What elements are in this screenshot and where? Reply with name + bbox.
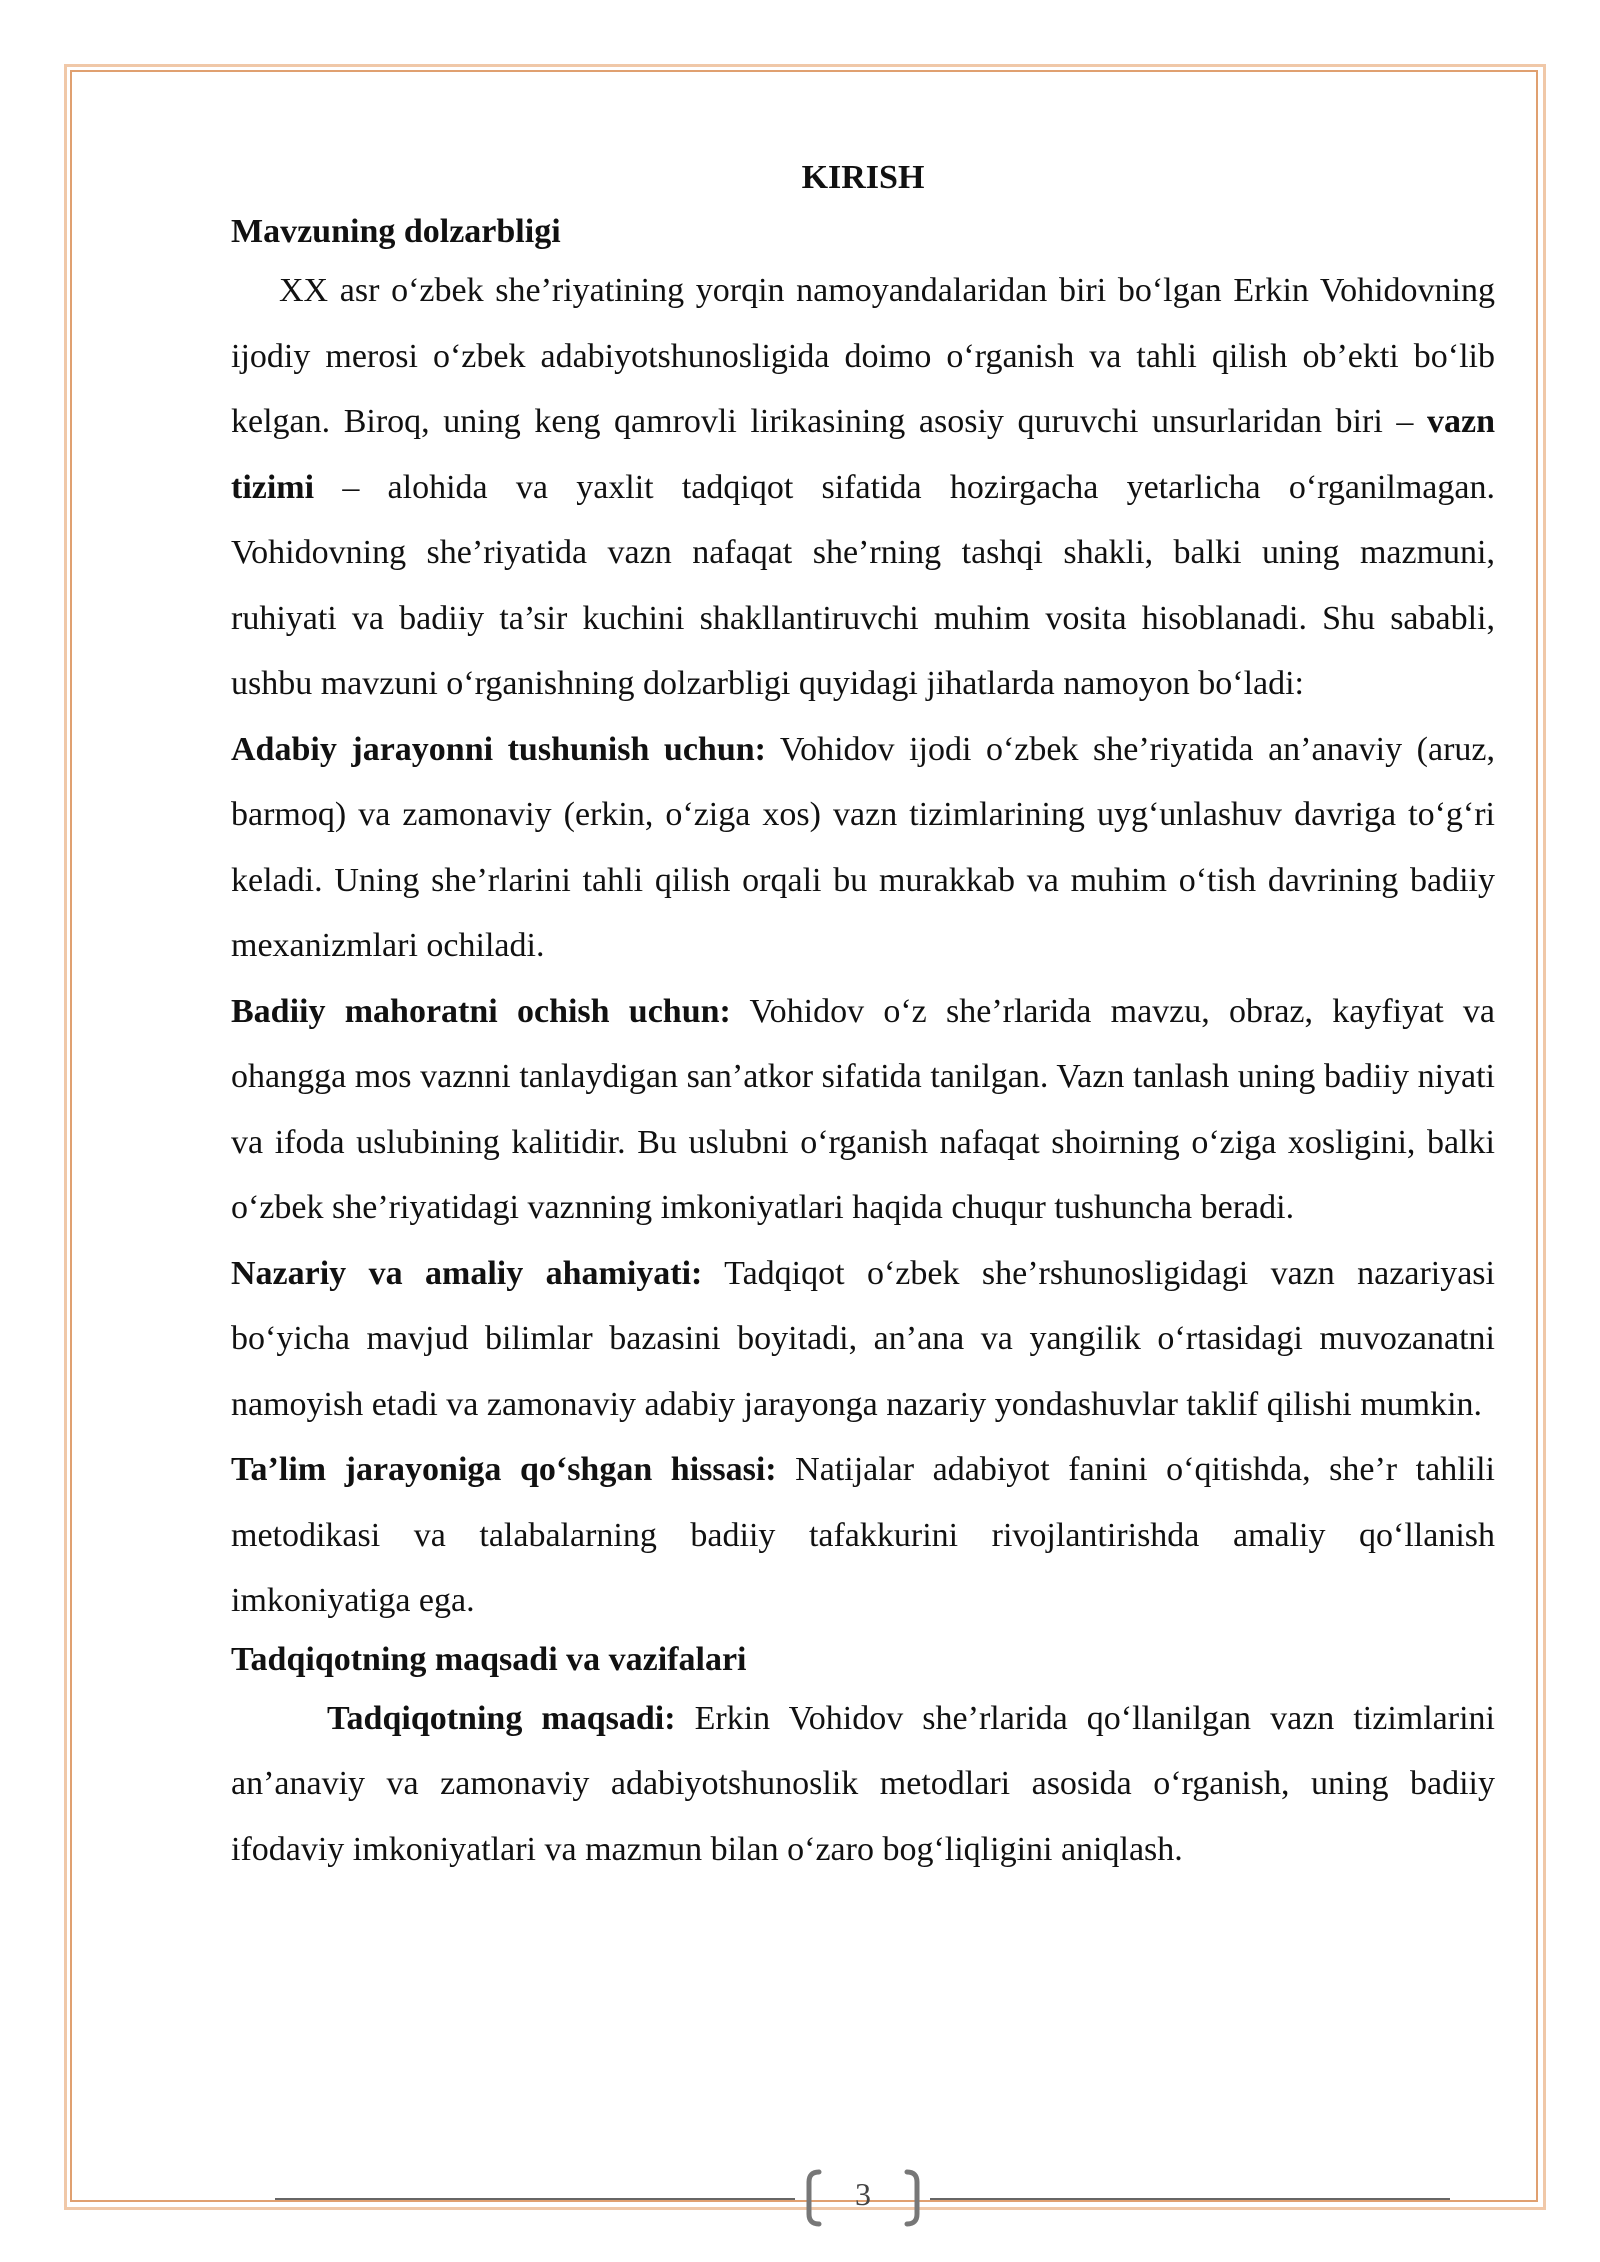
page-number-box bbox=[803, 2168, 923, 2228]
point-label: Nazariy va amaliy ahamiyati: bbox=[231, 1254, 703, 1292]
point-label: Adabiy jarayonni tushunish uchun: bbox=[231, 730, 766, 768]
goal-label: Tadqiqotning maqsadi: bbox=[327, 1699, 676, 1737]
relevance-point bbox=[231, 979, 1495, 1241]
intro-text-bold: vazn tizimi bbox=[231, 403, 1495, 506]
page-number: 3 bbox=[855, 2176, 871, 2212]
footer-rule-left bbox=[275, 2198, 795, 2200]
point-text: Tadqiqot o‘zbek she’rshunosligidagi vazn nazariyasi bo‘yicha mavjud bilimlar bazasini boyitadi, an’ana va yangilik o‘rtasidagi muvozanatni namoyish etadi va zamonaviy adabiy jarayonga nazariy yondashuvlar taklif qilishi mumkin. bbox=[231, 1254, 1495, 1423]
intro-paragraph bbox=[231, 258, 1495, 717]
footer-rule-right bbox=[930, 2198, 1450, 2200]
intro-text-pre: XX asr o‘zbek she’riyatining yorqin namoyandalaridan biri bo‘lgan Erkin Vohidovning ijodiy merosi o‘zbek adabiyotshunosligida doimo o‘rganish va tahli qilish ob’ekti bo‘lib kelgan. Biroq, uning keng qamrovli lirikasining asosiy quruvchi unsurlaridan biri – bbox=[231, 272, 1495, 440]
document-body bbox=[231, 150, 1495, 1882]
point-label: Badiiy mahoratni ochish uchun: bbox=[231, 992, 731, 1030]
goal-paragraph bbox=[231, 1686, 1495, 1883]
relevance-point bbox=[231, 1437, 1495, 1634]
goal-text: Erkin Vohidov she’rlarida qo‘llanilgan vazn tizimlarini an’anaviy va zamonaviy adabiyotshunoslik metodlari asosida o‘rganish, uning badiiy ifodaviy imkoniyatlari va mazmun bilan o‘zaro bog‘liqligini aniqlash. bbox=[231, 1699, 1495, 1868]
section-heading-goals: Tadqiqotning maqsadi va vazifalari bbox=[231, 1640, 747, 1678]
relevance-point bbox=[231, 1241, 1495, 1438]
page-footer bbox=[275, 2168, 1450, 2228]
point-text: Vohidov ijodi o‘zbek she’riyatida an’anaviy (aruz, barmoq) va zamonaviy (erkin, o‘ziga xos) vazn tizimlarining uyg‘unlashuv davriga to‘g‘ri keladi. Uning she’rlarini tahli qilish orqali bu murakkab va muhim o‘tish davrining badiiy mexanizmlari ochiladi. bbox=[231, 730, 1495, 964]
intro-text-post: – alohida va yaxlit tadqiqot sifatida hozirgacha yetarlicha o‘rganilmagan. Vohidovning she’riyatida vazn nafaqat she’rning tashqi shakli, balki uning mazmuni, ruhiyati va badiiy ta’sir kuchini shakllantiruvchi muhim vosita hisoblanadi. Shu sababli, ushbu mavzuni o‘rganishning dolzarbligi quyidagi jihatlarda namoyon bo‘ladi: bbox=[231, 468, 1495, 702]
section-heading-relevance: Mavzuning dolzarbligi bbox=[231, 213, 561, 250]
point-label: Ta’lim jarayoniga qo‘shgan hissasi: bbox=[231, 1451, 777, 1488]
relevance-point bbox=[231, 717, 1495, 979]
point-text: Vohidov o‘z she’rlarida mavzu, obraz, kayfiyat va ohangga mos vaznni tanlaydigan san’atkor sifatida tanilgan. Vazn tanlash uning badiiy niyati va ifoda uslubining kalitidir. Bu uslubni o‘rganish nafaqat shoirning o‘ziga xosligini, balki o‘zbek she’riyatidagi vaznning imkoniyatlari haqida chuqur tushuncha beradi. bbox=[231, 992, 1495, 1226]
page-title: KIRISH bbox=[801, 159, 925, 196]
point-text: Natijalar adabiyot fanini o‘qitishda, she’r tahlili metodikasi va talabalarning badiiy tafakkurini rivojlantirishda amaliy qo‘llanish imkoniyatiga ega. bbox=[231, 1451, 1495, 1619]
